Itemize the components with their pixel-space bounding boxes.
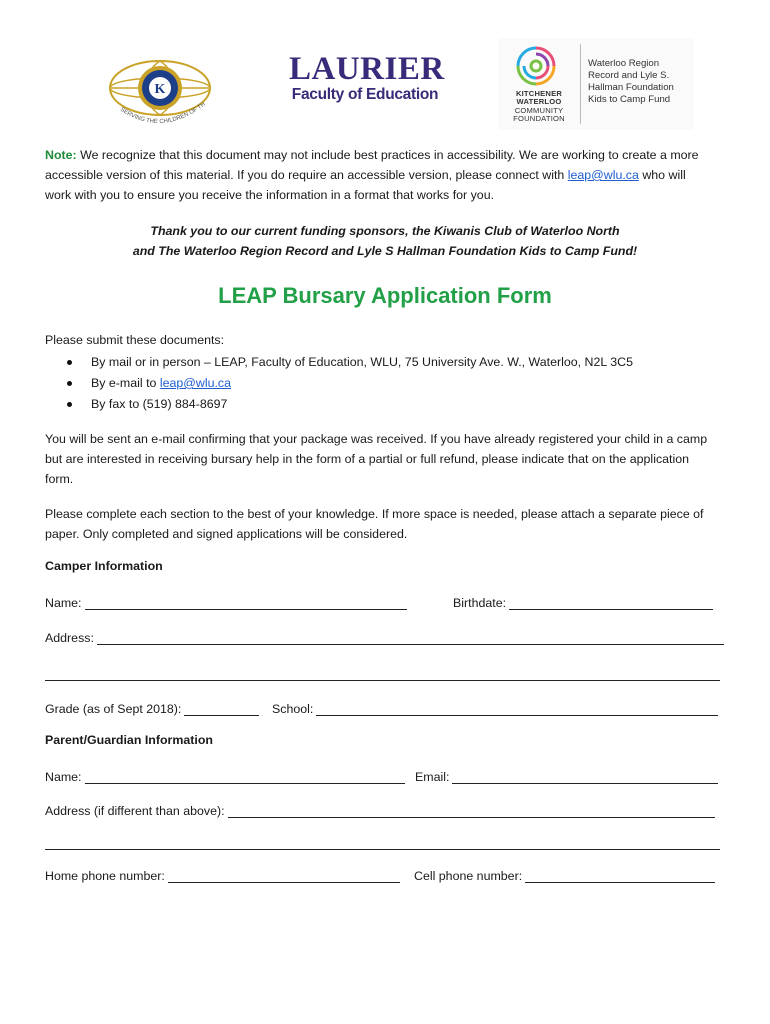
laurier-logo bbox=[289, 48, 445, 114]
logo-divider bbox=[580, 44, 581, 124]
bullet-icon bbox=[67, 360, 72, 365]
email-link[interactable]: leap@wlu.ca bbox=[567, 168, 639, 182]
camper-address-line-2[interactable] bbox=[45, 680, 720, 681]
svg-text:K: K bbox=[154, 82, 166, 97]
list-item: By mail or in person – LEAP, Faculty of Education, WLU, 75 University Ave. W., Waterloo, N2L 3C5 bbox=[45, 352, 633, 373]
submit-intro: Please submit these documents: bbox=[45, 333, 225, 347]
note-label: Note: bbox=[45, 148, 77, 162]
kiwanis-emblem-icon bbox=[100, 54, 218, 132]
parent-name-field[interactable]: Name: bbox=[45, 766, 405, 784]
confirmation-paragraph: You will be sent an e-mail confirming that your package was received. If you have already registered your child in a camp but are interested in receiving bursary help in the form of a partial or full refund, please indicate that on the application form. bbox=[45, 432, 708, 486]
email-link[interactable]: leap@wlu.ca bbox=[159, 376, 232, 390]
camper-school-field[interactable]: School: bbox=[272, 698, 718, 716]
home-phone-field[interactable]: Home phone number: bbox=[45, 865, 400, 883]
camper-grade-field[interactable]: Grade (as of Sept 2018): bbox=[45, 698, 259, 716]
list-item: By e-mail to leap@wlu.ca bbox=[45, 373, 633, 394]
parent-name-line[interactable] bbox=[85, 771, 405, 784]
camper-birthdate-field[interactable]: Birthdate: bbox=[453, 592, 713, 610]
parent-email-field[interactable]: Email: bbox=[415, 766, 718, 784]
parent-heading: Parent/Guardian Information bbox=[45, 733, 213, 747]
form-title: LEAP Bursary Application Form bbox=[218, 283, 552, 308]
parent-address-line-2[interactable] bbox=[45, 849, 720, 850]
home-phone-line[interactable] bbox=[168, 870, 400, 883]
camper-heading: Camper Information bbox=[45, 559, 163, 573]
parent-email-line[interactable] bbox=[452, 771, 718, 784]
kwcf-logo bbox=[498, 38, 694, 130]
camper-address-line[interactable] bbox=[97, 632, 724, 645]
bullet-icon bbox=[67, 402, 72, 407]
kwcf-circle-icon bbox=[514, 44, 558, 88]
accessibility-note: Note: We recognize that this document may not include best practices in accessibility. We are working to create a more accessible version of this material. If you do require an accessible version, please connect with leap@wlu.ca who will work with you to ensure you receive the information in a format that works for you. bbox=[45, 148, 699, 202]
camper-birthdate-line[interactable] bbox=[509, 597, 713, 610]
laurier-faculty: Faculty of Education bbox=[291, 86, 439, 103]
kiwanis-logo bbox=[100, 54, 218, 132]
kids-to-camp-fund-name: Waterloo Region Record and Lyle S. Hallman Foundation Kids to Camp Fund bbox=[588, 58, 674, 105]
sponsors-thanks: Thank you to our current funding sponsors, the Kiwanis Club of Waterloo North and The Waterloo Region Record and Lyle S Hallman Foundation Kids to Camp Fund! bbox=[132, 224, 638, 258]
svg-text:SERVING THE CHILDREN OF THE WO: SERVING THE CHILDREN OF TH bbox=[118, 101, 207, 126]
parent-address-field[interactable]: Address (if different than above): bbox=[45, 800, 715, 818]
list-item: By fax to (519) 884-8697 bbox=[45, 394, 633, 415]
camper-grade-line[interactable] bbox=[184, 703, 259, 716]
bullet-icon bbox=[67, 381, 72, 386]
laurier-name: LAURIER bbox=[289, 51, 445, 87]
parent-address-line[interactable] bbox=[228, 805, 715, 818]
camper-address-field[interactable]: Address: bbox=[45, 627, 724, 645]
camper-name-line[interactable] bbox=[85, 597, 407, 610]
camper-name-field[interactable]: Name: bbox=[45, 592, 407, 610]
kwcf-org-name: KITCHENER WATERLOO COMMUNITY FOUNDATION bbox=[513, 89, 565, 124]
instructions-paragraph: Please complete each section to the best of your knowledge. If more space is needed, please attach a separate piece of paper. Only completed and signed applications will be considered. bbox=[45, 507, 704, 541]
cell-phone-line[interactable] bbox=[525, 870, 715, 883]
cell-phone-field[interactable]: Cell phone number: bbox=[414, 865, 715, 883]
submit-methods-list bbox=[45, 352, 633, 415]
camper-school-line[interactable] bbox=[316, 703, 718, 716]
